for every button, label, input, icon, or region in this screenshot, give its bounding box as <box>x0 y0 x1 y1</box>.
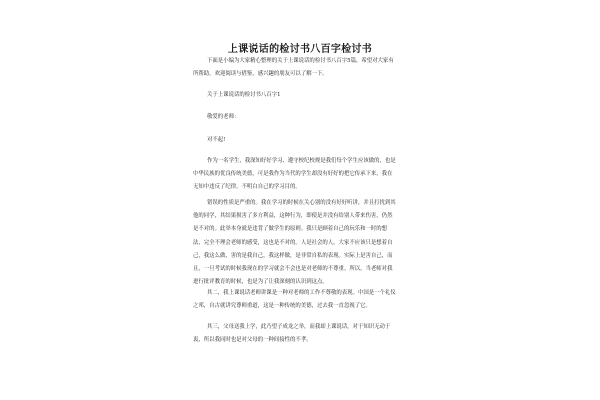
body-paragraph: 其二，我上课说话老师讲课是一种对老师的工作不尊敬的表现。中国是一个礼仪之邦，自古就讲究尊师重道，这是一种传统的美德，过去我一直忽视了它。 <box>193 290 396 310</box>
intro-paragraph: 下面是小编为大家精心整理的关于上课说话的检讨书八百字5篇，希望对大家有所帮助。欢迎阅读与借鉴，感兴趣的朋友可以了解一下。 <box>193 58 394 78</box>
body-paragraph: 错误的性质是严重的。我在学习的时候在关心别的没有好好听讲，并且打扰到其他的同学，其结果损害了多方利益，这种行为，即使是并没有给别人带来伤害，仍然是不对的。此举本身就是违背了做学生的原则。我只是顾着自己的玩乐和一时的想法，完全不理会老师的感受，这也是不对的。人是社会的人，大家不应该只是想着自己，我这么做，害的是我自己，我这样做，是非常自私的表现。实际上是害自己，而且，一旦考试的时候我现在的学习就会不会也是对老师的不尊重。所以，当老师对我进行批评教育的时候，也是为了让我深刻的认识到这点。 <box>193 200 396 286</box>
document-title: 上课说话的检讨书八百字检讨书 <box>227 44 373 55</box>
body-paragraph: 其三，父母送我上学，此乃望子成龙之举，而我却上课说话，对于知识无动于衷，所以我同时也是对父母的一种间接性的不孝。 <box>193 324 391 344</box>
greeting: 敬爱的老师： <box>207 114 240 120</box>
body-paragraph: 作为一名学生，我深知好好学习、遵守校纪校规是我们每个学生应该做的，也是中华民族的优良传统美德，可是我作为当代的学生却没有好好的把它传承下来，我在无知中违反了纪律，不明白自己的学习目的。 <box>193 158 396 191</box>
apology-line: 对不起! <box>207 137 226 143</box>
section-subtitle: 关于上课说话的检讨书八百字1 <box>207 92 281 98</box>
